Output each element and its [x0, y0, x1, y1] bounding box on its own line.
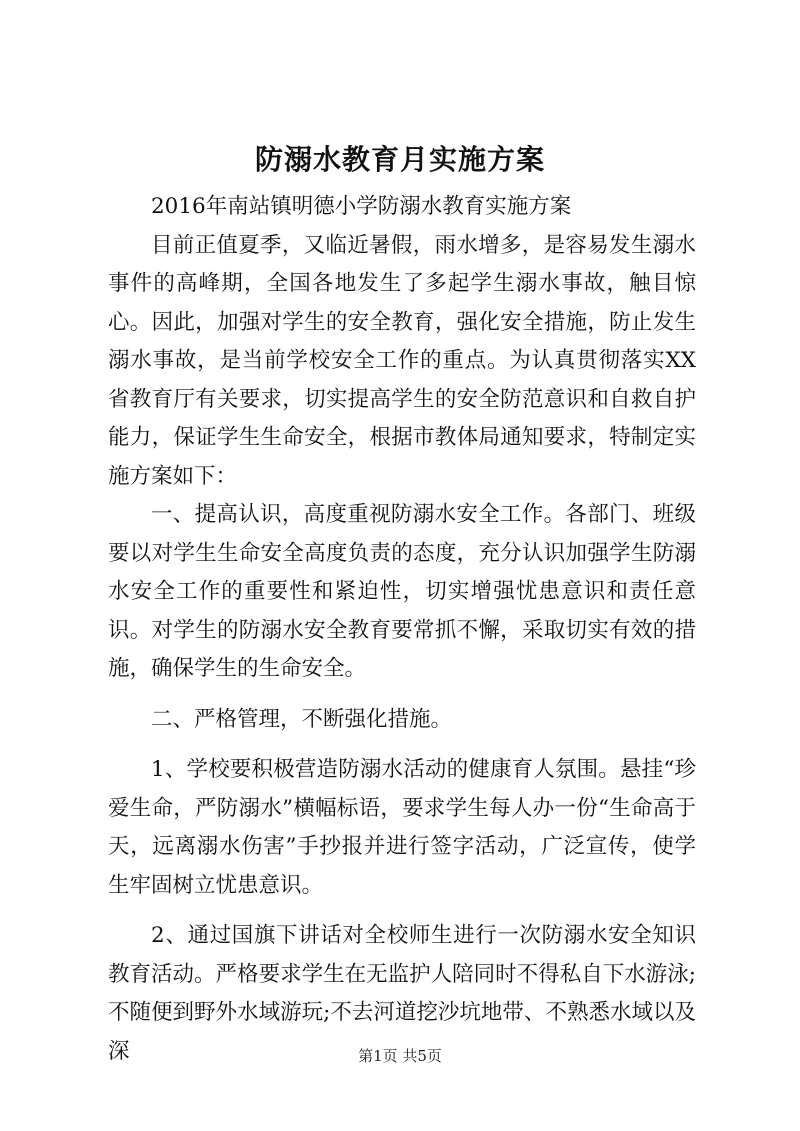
page-number-footer: 第1页 共5页 — [358, 1047, 442, 1065]
item-two-paragraph: 2、通过国旗下讲话对全校师生进行一次防溺水安全知识教育活动。严格要求学生在无监护人陪同时不得私自下水游泳;不随便到野外水域游玩;不去河道挖沙坑地带、不熟悉水域以及深 — [108, 923, 696, 1064]
document-body — [108, 188, 696, 1071]
section-one-paragraph: 一、提高认识，高度重视防溺水安全工作。各部门、班级要以对学生生命安全高度负责的态度，充分认识加强学生防溺水安全工作的重要性和紧迫性，切实增强忧患意识和责任意识。对学生的防溺水安全教育要常抓不懈，采取切实有效的措施，确保学生的生命安全。 — [108, 502, 696, 681]
intro-paragraph: 目前正值夏季，又临近暑假，雨水增多，是容易发生溺水事件的高峰期，全国各地发生了多起学生溺水事故，触目惊心。因此，加强对学生的安全教育，强化安全措施，防止发生溺水事故，是当前学校安全工作的重点。为认真贯彻落实XX省教育厅有关要求，切实提高学生的安全防范意识和自救自护能力，保证学生生命安全，根据市教体局通知要求，特制定实施方案如下： — [108, 232, 696, 489]
document-title: 防溺水教育月实施方案 — [254, 143, 545, 176]
item-one-paragraph: 1、学校要积极营造防溺水活动的健康育人氛围。悬挂“珍爱生命，严防溺水”横幅标语，要求学生每人办一份“生命高于天，远离溺水伤害”手抄报并进行签字活动，广泛宣传，使学生牢固树立忧患意识。 — [108, 757, 696, 898]
section-two-heading: 二、严格管理，不断强化措施。 — [151, 706, 453, 732]
subtitle-paragraph: 2016年南站镇明德小学防溺水教育实施方案 — [151, 194, 572, 219]
